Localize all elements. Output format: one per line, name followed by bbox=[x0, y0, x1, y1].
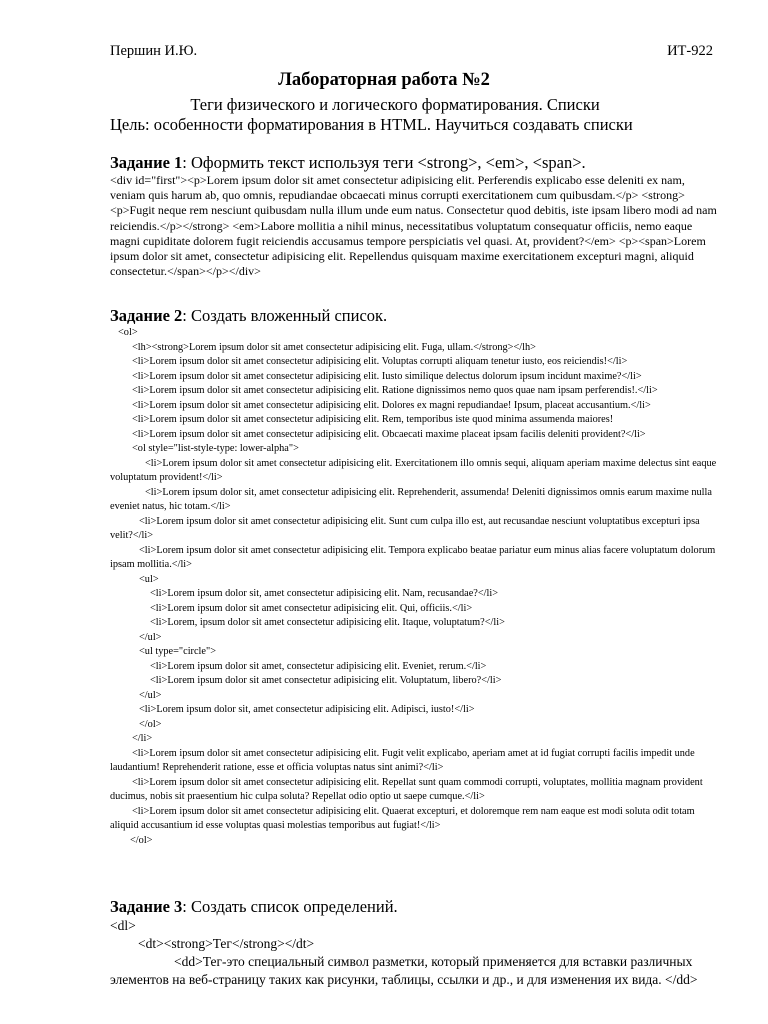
task3-label: Задание 3 bbox=[110, 897, 183, 916]
code-line: <li>Lorem ipsum dolor sit amet consectetur adipisicing elit. Repellat sunt quam commodi corrupti, voluptates, mollitia magnam provident ducimus, nobis sit praesentium hic culpa soluta? Repellat odio optio ut saepe cumque.</li> bbox=[110, 776, 703, 802]
code-line: <li>Lorem ipsum dolor sit amet consectetur adipisicing elit. Rem, temporibus iste quod minima assumenda maiores! bbox=[132, 414, 614, 425]
task2-text: : Создать вложенный список. bbox=[182, 306, 388, 325]
code-line: <li>Lorem ipsum dolor sit, amet consectetur adipisicing elit. Adipisci, iusto!</li> bbox=[139, 704, 475, 715]
task2-code bbox=[110, 326, 720, 848]
code-line: <li>Lorem ipsum dolor sit amet consectetur adipisicing elit. Dolores ex magni repudiandae! Ipsum, placeat accusantium.</li> bbox=[132, 399, 651, 411]
task1-heading bbox=[110, 153, 586, 173]
code-line: <dl> bbox=[110, 918, 136, 933]
code-line: <li>Lorem ipsum dolor sit amet consectetur adipisicing elit. Qui, officiis.</li> bbox=[150, 602, 473, 614]
code-line: <ul type="circle"> bbox=[139, 646, 217, 657]
author-name: Першин И.Ю. bbox=[110, 43, 198, 59]
code-line: <li>Lorem ipsum dolor sit amet consectetur adipisicing elit. Tempora explicabo beatae pariatur eum minus alias facere voluptatum dolorum ipsam mollitia.</li> bbox=[110, 544, 716, 570]
code-line: <li>Lorem ipsum dolor sit amet consectetur adipisicing elit. Voluptas corrupti aliquam tenetur iusto, eos reiciendis!</li> bbox=[132, 356, 628, 367]
code-line: </ul> bbox=[139, 689, 162, 701]
code-line: <dt><strong>Тег</strong></dt> bbox=[138, 936, 315, 951]
task3-heading bbox=[110, 897, 398, 917]
code-line: <lh><strong>Lorem ipsum dolor sit amet consectetur adipisicing elit. Fuga, ullam.</strong></lh> bbox=[132, 341, 536, 353]
code-line: <li>Lorem ipsum dolor sit amet consectetur adipisicing elit. Fugit velit explicabo, aperiam amet at id fugiat corrupti facilis impedit unde laudantium! Reprehenderit ratione, esse et officia voluptas natus sint animi?</li> bbox=[110, 747, 695, 773]
code-line: <li>Lorem ipsum dolor sit amet consectetur adipisicing elit. Obcaecati maxime placeat ipsam facilis deleniti provident?</li> bbox=[132, 428, 646, 440]
task1-code-text: <div id="first"><p>Lorem ipsum dolor sit amet consectetur adipisicing elit. Perferendis explicabo esse deleniti ex nam, veniam quis harum ab, quo omnis, repudiandae obcaecati minus corrupti exercitationem cum quibusdam.</p> <strong><p>Fugit neque rem nesciunt quibusdam nulla illum unde eum natus. Consectetur quod debitis, iste ipsam libero modi ad nam reiciendis.</p></strong> <em>Labore mollitia a nihil minus, necessitatibus voluptatum consequatur officiis, nemo eaque magni cupiditate dolorem fugit reiciendis accusamus tempore perspiciatis vel quasi. At, provident?</em> <p><span>Lorem ipsum dolor sit amet, consectetur adipisicing elit. Repellendus quisquam maxime exercitationem excepturi magni, aliquid consectetur.</span></p></div> bbox=[110, 173, 717, 279]
task1-code bbox=[110, 173, 720, 279]
task3-text: : Создать список определений. bbox=[182, 897, 398, 916]
code-line: <li>Lorem ipsum dolor sit amet consectetur adipisicing elit. Iusto similique delectus dolorum ipsum incidunt maxime?</li> bbox=[132, 370, 642, 382]
code-line: </ul> bbox=[139, 631, 162, 643]
code-line: </ol> bbox=[139, 718, 162, 730]
code-line: <li>Lorem ipsum dolor sit amet consectetur adipisicing elit. Exercitationem illo omnis sequi, aliquam aperiam maxime delectus sint eaque voluptatum provident!</li> bbox=[110, 457, 717, 483]
code-line: <li>Lorem ipsum dolor sit, amet consectetur adipisicing elit. Nam, recusandae?</li> bbox=[150, 588, 499, 599]
code-line: <ol> bbox=[118, 327, 138, 338]
group-code: ИТ-922 bbox=[667, 43, 713, 59]
code-line: </li> bbox=[132, 733, 153, 744]
task2-label: Задание 2 bbox=[110, 306, 183, 325]
goal-line: Цель: особенности форматирования в HTML. Научиться создавать списки bbox=[110, 115, 633, 134]
task2-heading bbox=[110, 306, 387, 326]
code-line: <li>Lorem ipsum dolor sit amet consectetur adipisicing elit. Sunt cum culpa illo est, aut recusandae nesciunt voluptatibus excepturi ipsa velit?</li> bbox=[110, 515, 700, 541]
code-line: <li>Lorem ipsum dolor sit amet, consectetur adipisicing elit. Eveniet, rerum.</li> bbox=[150, 660, 487, 672]
page-title: Лабораторная работа №2 bbox=[278, 70, 490, 90]
code-line: <li>Lorem ipsum dolor sit amet consectetur adipisicing elit. Voluptatum, libero?</li> bbox=[150, 675, 502, 686]
code-line: </ol> bbox=[130, 834, 153, 846]
code-line: <li>Lorem ipsum dolor sit, amet consectetur adipisicing elit. Reprehenderit, assumenda! Deleniti dignissimos omnis earum maxime nulla eveniet natus, hic totam.</li> bbox=[110, 486, 712, 512]
task1-label: Задание 1 bbox=[110, 153, 183, 172]
code-line: <ul> bbox=[139, 573, 159, 585]
code-line: <ol style="list-style-type: lower-alpha"> bbox=[132, 443, 299, 454]
code-line: <li>Lorem ipsum dolor sit amet consectetur adipisicing elit. Ratione dignissimos nemo quos quae nam ipsam perferendis!.</li> bbox=[132, 385, 658, 396]
task1-text: : Оформить текст используя теги <strong>, <em>, <span>. bbox=[182, 153, 586, 172]
page-subtitle: Теги физического и логического форматирования. Списки bbox=[190, 95, 600, 114]
code-line: <li>Lorem, ipsum dolor sit amet consectetur adipisicing elit. Itaque, voluptatum?</li> bbox=[150, 617, 505, 628]
code-line: <dd>Тег-это специальный символ разметки, который применяется для вставки различных элементов на веб-страницу таких как рисунки, таблицы, ссылки и др., и для изменения их вида. </dd> bbox=[110, 954, 698, 987]
task3-code bbox=[110, 917, 710, 989]
code-line: <li>Lorem ipsum dolor sit amet consectetur adipisicing elit. Quaerat excepturi, et doloremque rem nam eaque est modi soluta odit totam aliquid accusantium id esse voluptas quasi molestias temporibus aut fugiat!</li> bbox=[110, 805, 695, 831]
